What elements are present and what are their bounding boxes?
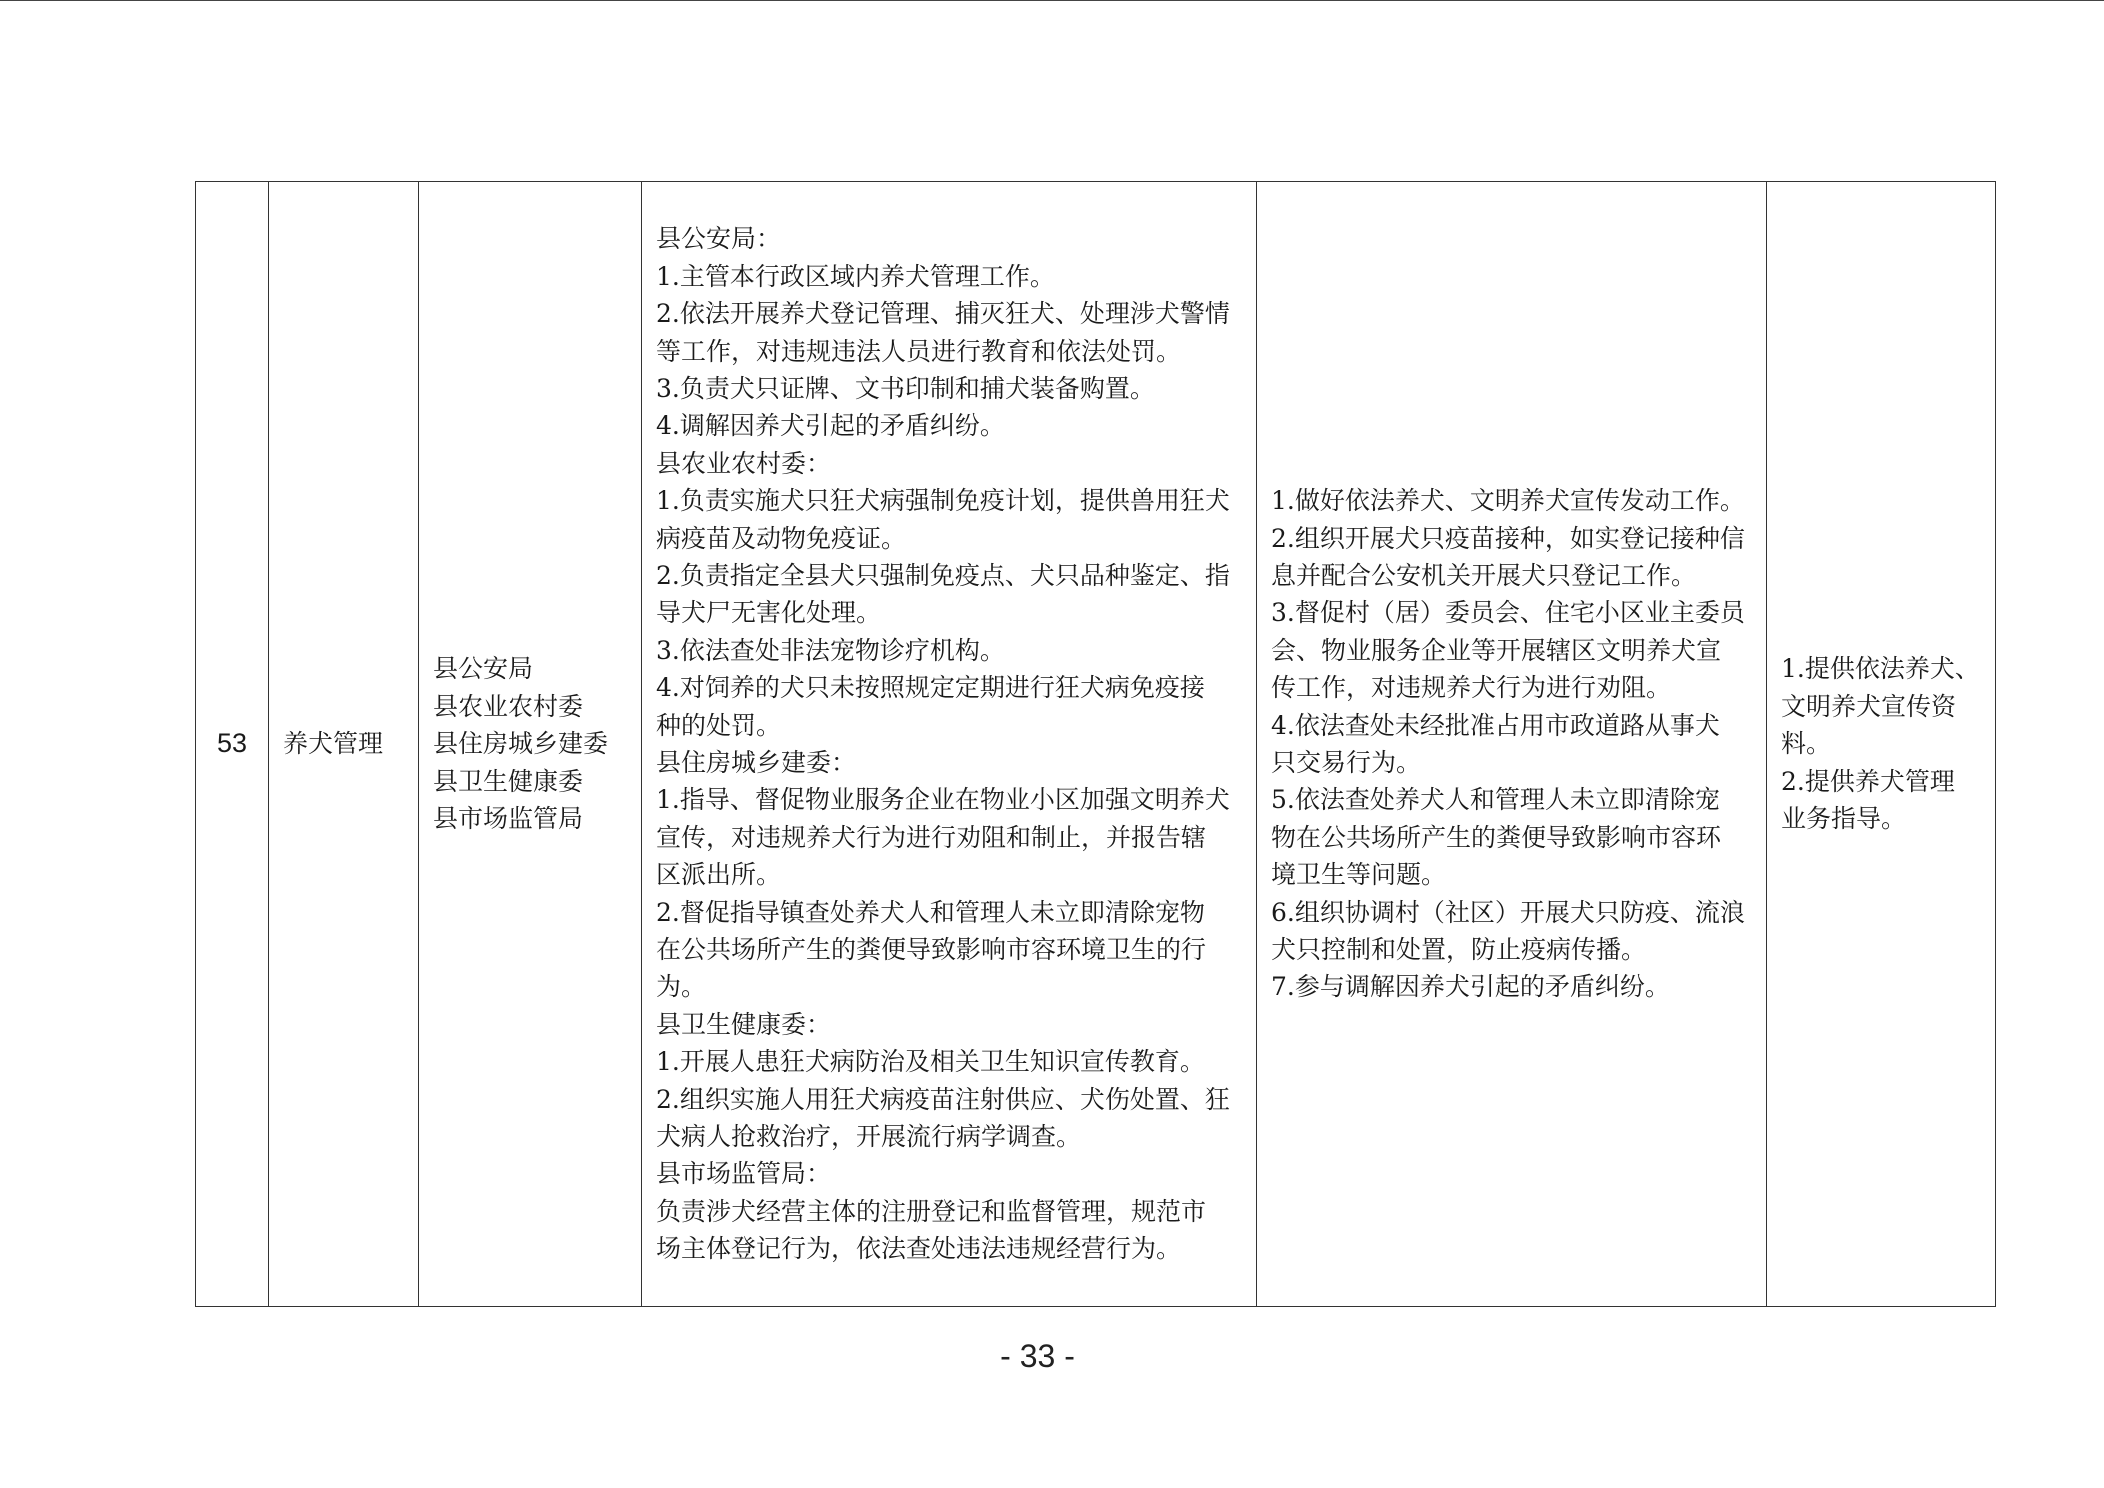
department-item: 县卫生健康委 bbox=[433, 766, 584, 796]
department-item: 县住房城乡建委 bbox=[433, 729, 609, 759]
responsibility-line: 负责涉犬经营主体的注册登记和监督管理，规范市 bbox=[656, 1196, 1207, 1226]
responsibility-line: 3.依法查处非法宠物诊疗机构。 bbox=[656, 635, 1005, 665]
support-line: 文明养犬宣传资 bbox=[1781, 691, 1957, 721]
town-duty-line: 3.督促村（居）委员会、住宅小区业主委员 bbox=[1271, 598, 1745, 628]
responsibility-line: 县农业农村委： bbox=[656, 448, 832, 478]
responsibility-line: 县公安局： bbox=[656, 224, 782, 254]
table-row bbox=[196, 182, 1996, 1307]
responsibility-line: 在公共场所产生的粪便导致影响市容环境卫生的行 bbox=[656, 935, 1207, 965]
category-label: 养犬管理 bbox=[283, 729, 384, 759]
responsibility-line: 犬病人抢救治疗，开展流行病学调查。 bbox=[656, 1122, 1082, 1152]
category-cell bbox=[269, 182, 419, 1307]
responsibility-line: 为。 bbox=[656, 972, 707, 1002]
responsibility-line: 2.督促指导镇查处养犬人和管理人未立即清除宠物 bbox=[656, 897, 1205, 927]
support-line: 业务指导。 bbox=[1781, 804, 1907, 834]
town-duties-cell bbox=[1257, 182, 1767, 1307]
department-item: 县公安局 bbox=[433, 654, 534, 684]
responsibility-line: 导犬尸无害化处理。 bbox=[656, 598, 882, 628]
row-number-cell bbox=[196, 182, 269, 1307]
responsibility-line: 县卫生健康委： bbox=[656, 1009, 832, 1039]
responsibility-line: 场主体登记行为，依法查处违法违规经营行为。 bbox=[656, 1234, 1182, 1264]
town-duty-line: 境卫生等问题。 bbox=[1271, 860, 1447, 890]
town-duty-line: 物在公共场所产生的粪便导致影响市容环 bbox=[1271, 822, 1722, 852]
department-item: 县农业农村委 bbox=[433, 691, 584, 721]
responsibility-line: 县市场监管局： bbox=[656, 1159, 832, 1189]
responsibility-line: 1.指导、督促物业服务企业在物业小区加强文明养犬 bbox=[656, 785, 1230, 815]
town-duty-line: 5.依法查处养犬人和管理人未立即清除宠 bbox=[1271, 785, 1720, 815]
town-duty-line: 1.做好依法养犬、文明养犬宣传发动工作。 bbox=[1271, 486, 1745, 516]
support-line: 2.提供养犬管理 bbox=[1781, 766, 1955, 796]
town-duty-line: 2.组织开展犬只疫苗接种，如实登记接种信 bbox=[1271, 523, 1745, 553]
town-duty-line: 6.组织协调村（社区）开展犬只防疫、流浪 bbox=[1271, 897, 1745, 927]
responsibility-line: 2.负责指定全县犬只强制免疫点、犬只品种鉴定、指 bbox=[656, 560, 1230, 590]
departments-cell bbox=[419, 182, 642, 1307]
town-duty-line: 传工作，对违规养犬行为进行劝阻。 bbox=[1271, 673, 1672, 703]
responsibility-line: 县住房城乡建委： bbox=[656, 748, 857, 777]
support-line: 料。 bbox=[1781, 729, 1832, 759]
support-line: 1.提供依法养犬、 bbox=[1781, 654, 1980, 684]
town-duty-line: 4.依法查处未经批准占用市政道路从事犬 bbox=[1271, 710, 1720, 740]
responsibility-line: 等工作，对违规违法人员进行教育和依法处罚。 bbox=[656, 336, 1182, 366]
support-cell bbox=[1767, 182, 1996, 1307]
responsibility-line: 1.负责实施犬只狂犬病强制免疫计划，提供兽用狂犬 bbox=[656, 486, 1230, 516]
duty-table bbox=[195, 181, 1996, 1307]
responsibility-line: 2.依法开展养犬登记管理、捕灭狂犬、处理涉犬警情 bbox=[656, 299, 1230, 329]
responsibilities-cell bbox=[642, 182, 1257, 1307]
town-duty-line: 只交易行为。 bbox=[1271, 748, 1422, 777]
town-duty-line: 犬只控制和处置，防止疫病传播。 bbox=[1271, 935, 1647, 965]
responsibility-line: 4.调解因养犬引起的矛盾纠纷。 bbox=[656, 411, 1005, 441]
department-item: 县市场监管局 bbox=[433, 804, 584, 834]
responsibility-line: 1.主管本行政区域内养犬管理工作。 bbox=[656, 261, 1055, 291]
responsibility-line: 1.开展人患狂犬病防治及相关卫生知识宣传教育。 bbox=[656, 1047, 1205, 1077]
page-top-border bbox=[0, 0, 2104, 1]
responsibility-line: 区派出所。 bbox=[656, 860, 782, 890]
responsibility-line: 宣传，对违规养犬行为进行劝阻和制止，并报告辖 bbox=[656, 822, 1207, 852]
town-duty-line: 会、物业服务企业等开展辖区文明养犬宣 bbox=[1271, 635, 1722, 665]
responsibility-line: 种的处罚。 bbox=[656, 710, 782, 740]
page-number: - 33 - bbox=[1000, 1338, 1075, 1374]
responsibility-line: 病疫苗及动物免疫证。 bbox=[656, 523, 907, 553]
responsibility-line: 4.对饲养的犬只未按照规定定期进行狂犬病免疫接 bbox=[656, 673, 1205, 703]
responsibility-line: 2.组织实施人用狂犬病疫苗注射供应、犬伤处置、狂 bbox=[656, 1084, 1230, 1114]
town-duty-line: 7.参与调解因养犬引起的矛盾纠纷。 bbox=[1271, 972, 1670, 1002]
row-number: 53 bbox=[216, 728, 248, 759]
town-duty-line: 息并配合公安机关开展犬只登记工作。 bbox=[1271, 560, 1697, 590]
responsibility-line: 3.负责犬只证牌、文书印制和捕犬装备购置。 bbox=[656, 373, 1155, 403]
